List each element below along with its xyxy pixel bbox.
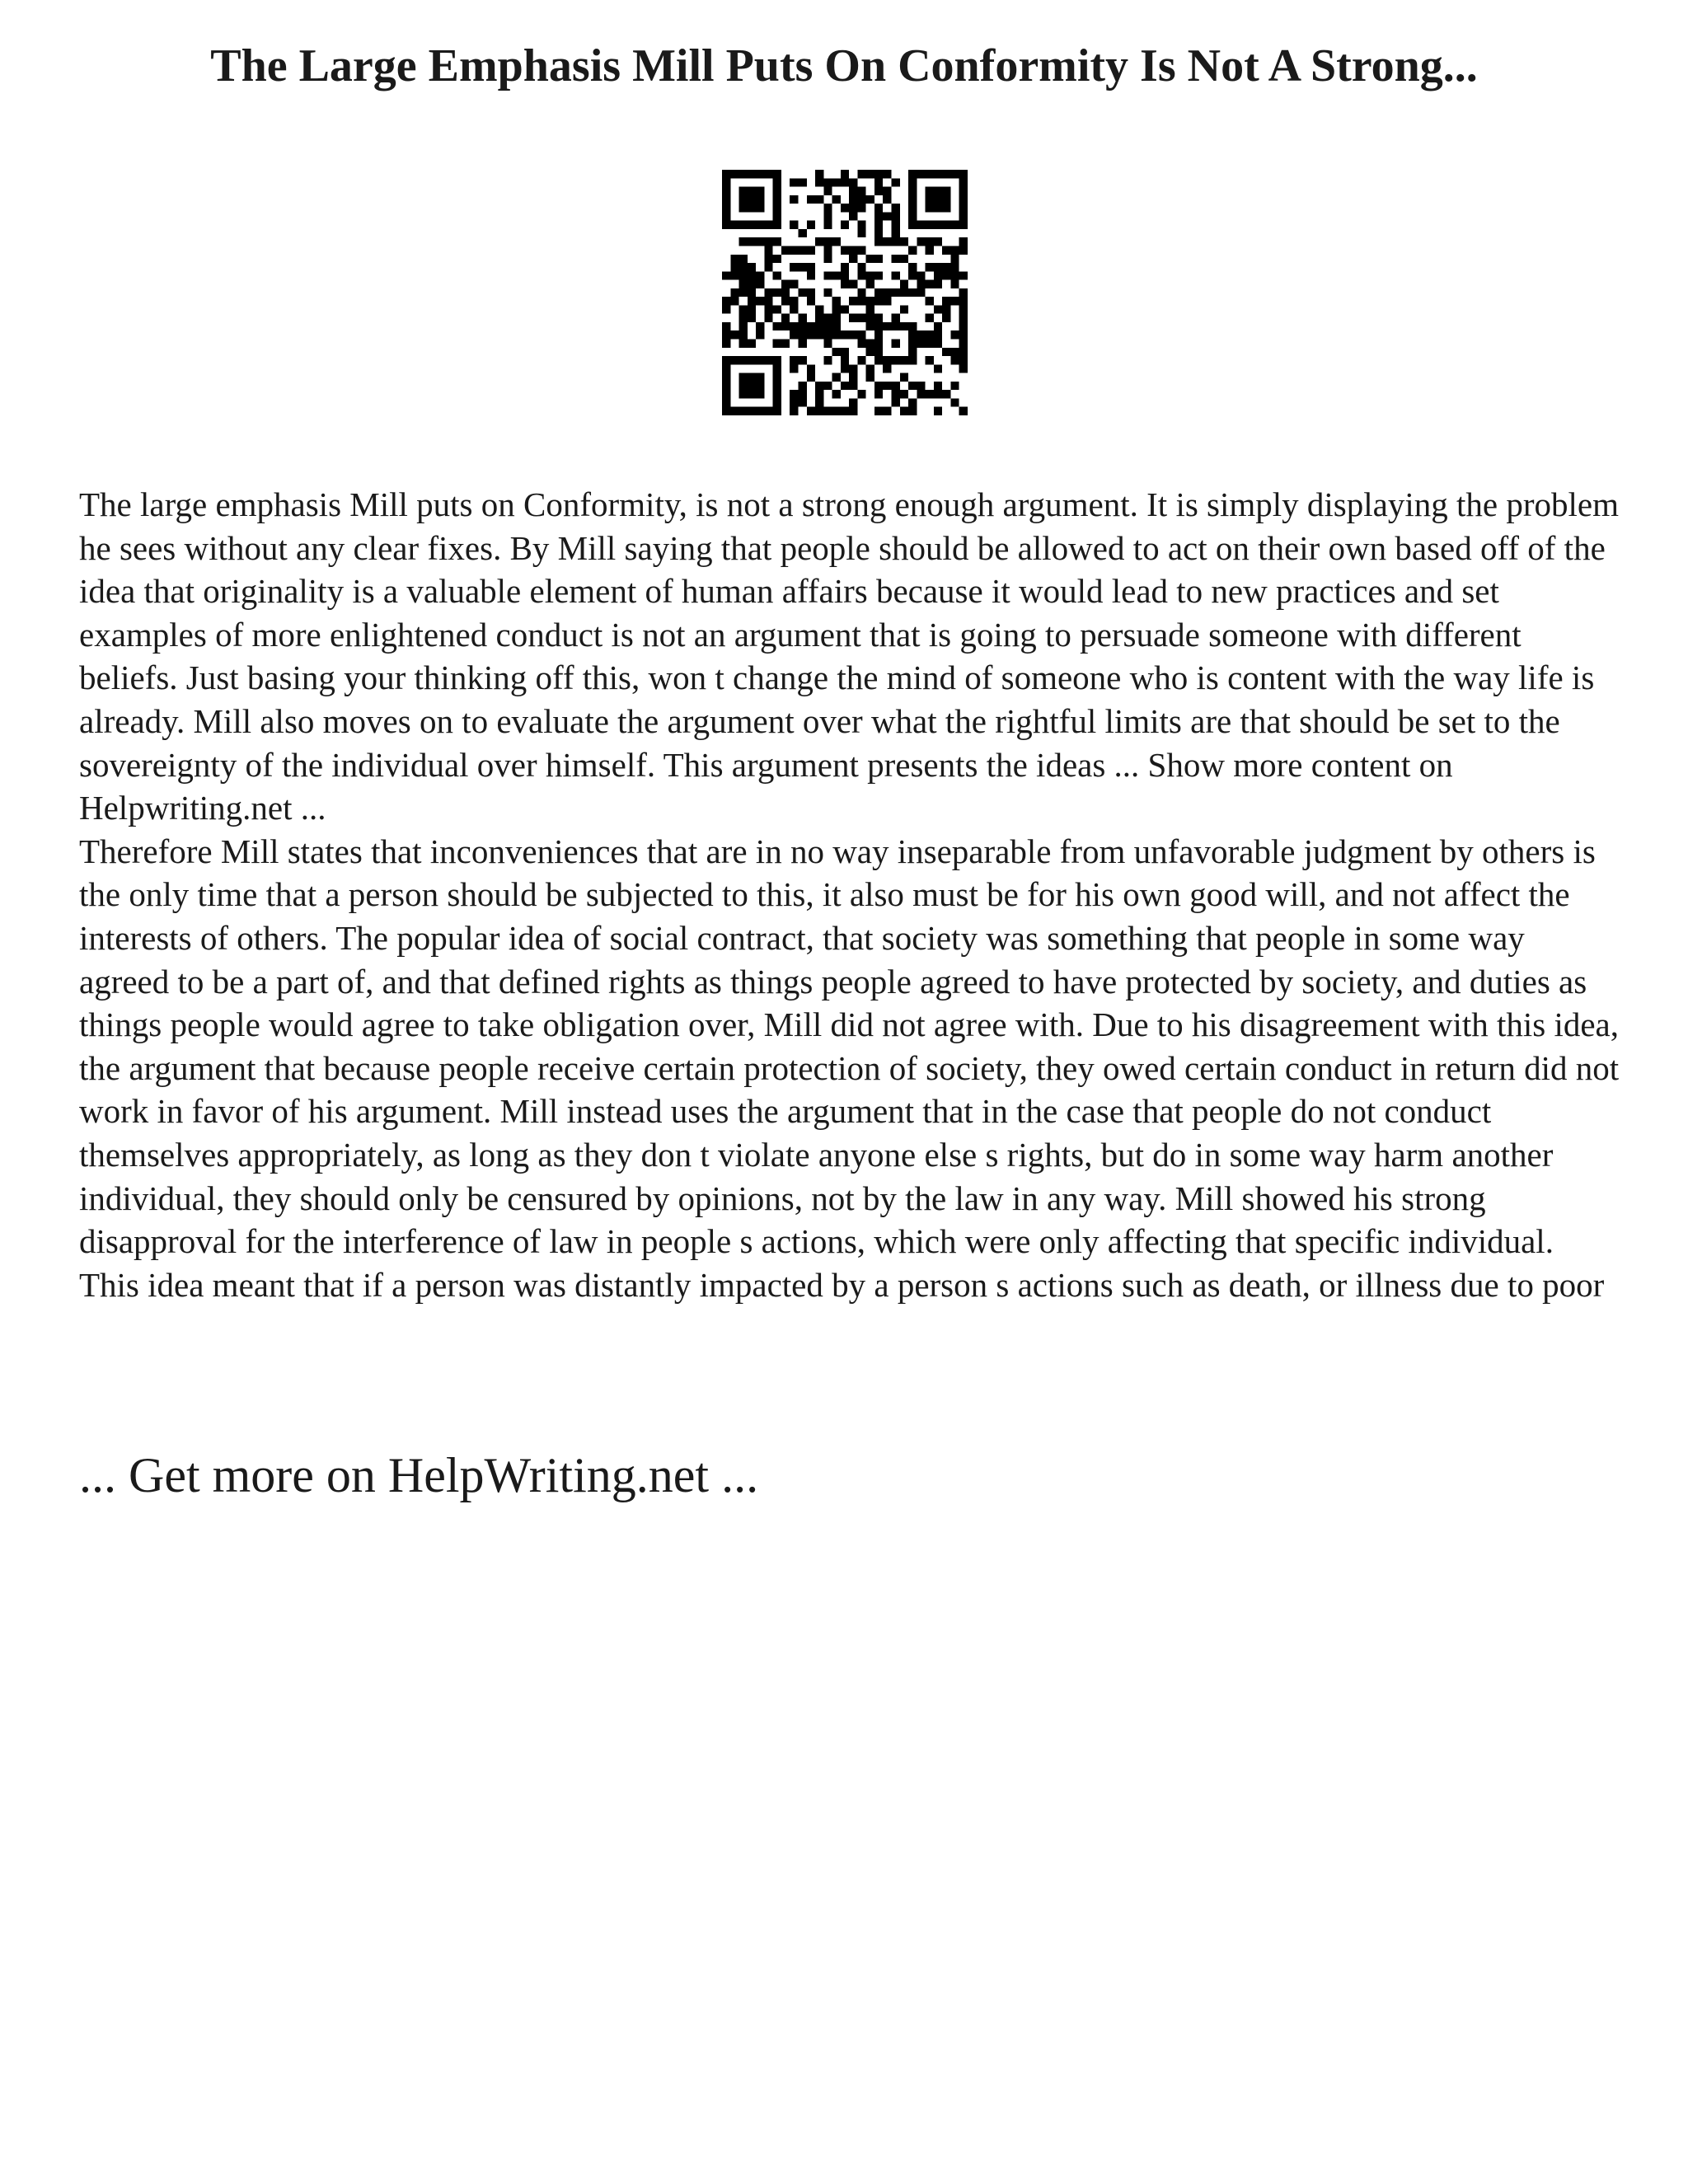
paragraph-2: Therefore Mill states that inconveniences that are in no way inseparable from unfavorable judgment by others is the only time that a person should be subjected to this, it also must be for his own good will, and not affect the interests of others. The popular idea of social contract, that society was something that people in some way agreed to be a part of, and that defined rights as things people agreed to have protected by society, and duties as things people would agree to take obligation over, Mill did not agree with. Due to his disagreement with this idea, the argument that because people receive certain protection of society, they owed certain conduct in return did not work in favor of his argument. Mill instead uses the argument that in the case that people do not conduct themselves appropriately, as long as they don t violate anyone else s rights, but do in some way harm another individual, they should only be censured by opinions, not by the law in any way. Mill showed his strong disapproval for the interference of law in people s actions, which were only affecting that specific individual. This idea meant that if a person was distantly impacted by a person s actions such as death, or illness due to poor <box>79 832 1620 1304</box>
qr-code-icon <box>722 170 968 415</box>
get-more-link[interactable]: ... Get more on HelpWriting.net ... <box>79 1448 759 1502</box>
document-title: The Large Emphasis Mill Puts On Conformity Is Not A Strong... <box>210 40 1478 91</box>
body-text <box>79 483 1620 1306</box>
paragraph-1: The large emphasis Mill puts on Conformity, is not a strong enough argument. It is simply displaying the problem he sees without any clear fixes. By Mill saying that people should be allowed to act on their own based off of the idea that originality is a valuable element of human affairs because it would lead to new practices and set examples of more enlightened conduct is not an argument that is going to persuade someone with different beliefs. Just basing your thinking off this, won t change the mind of someone who is content with the way life is already. Mill also moves on to evaluate the argument over what the rightful limits are that should be set to the sovereignty of the individual over himself. This argument presents the ideas ... Show more content on Helpwriting.net ... <box>79 485 1619 827</box>
